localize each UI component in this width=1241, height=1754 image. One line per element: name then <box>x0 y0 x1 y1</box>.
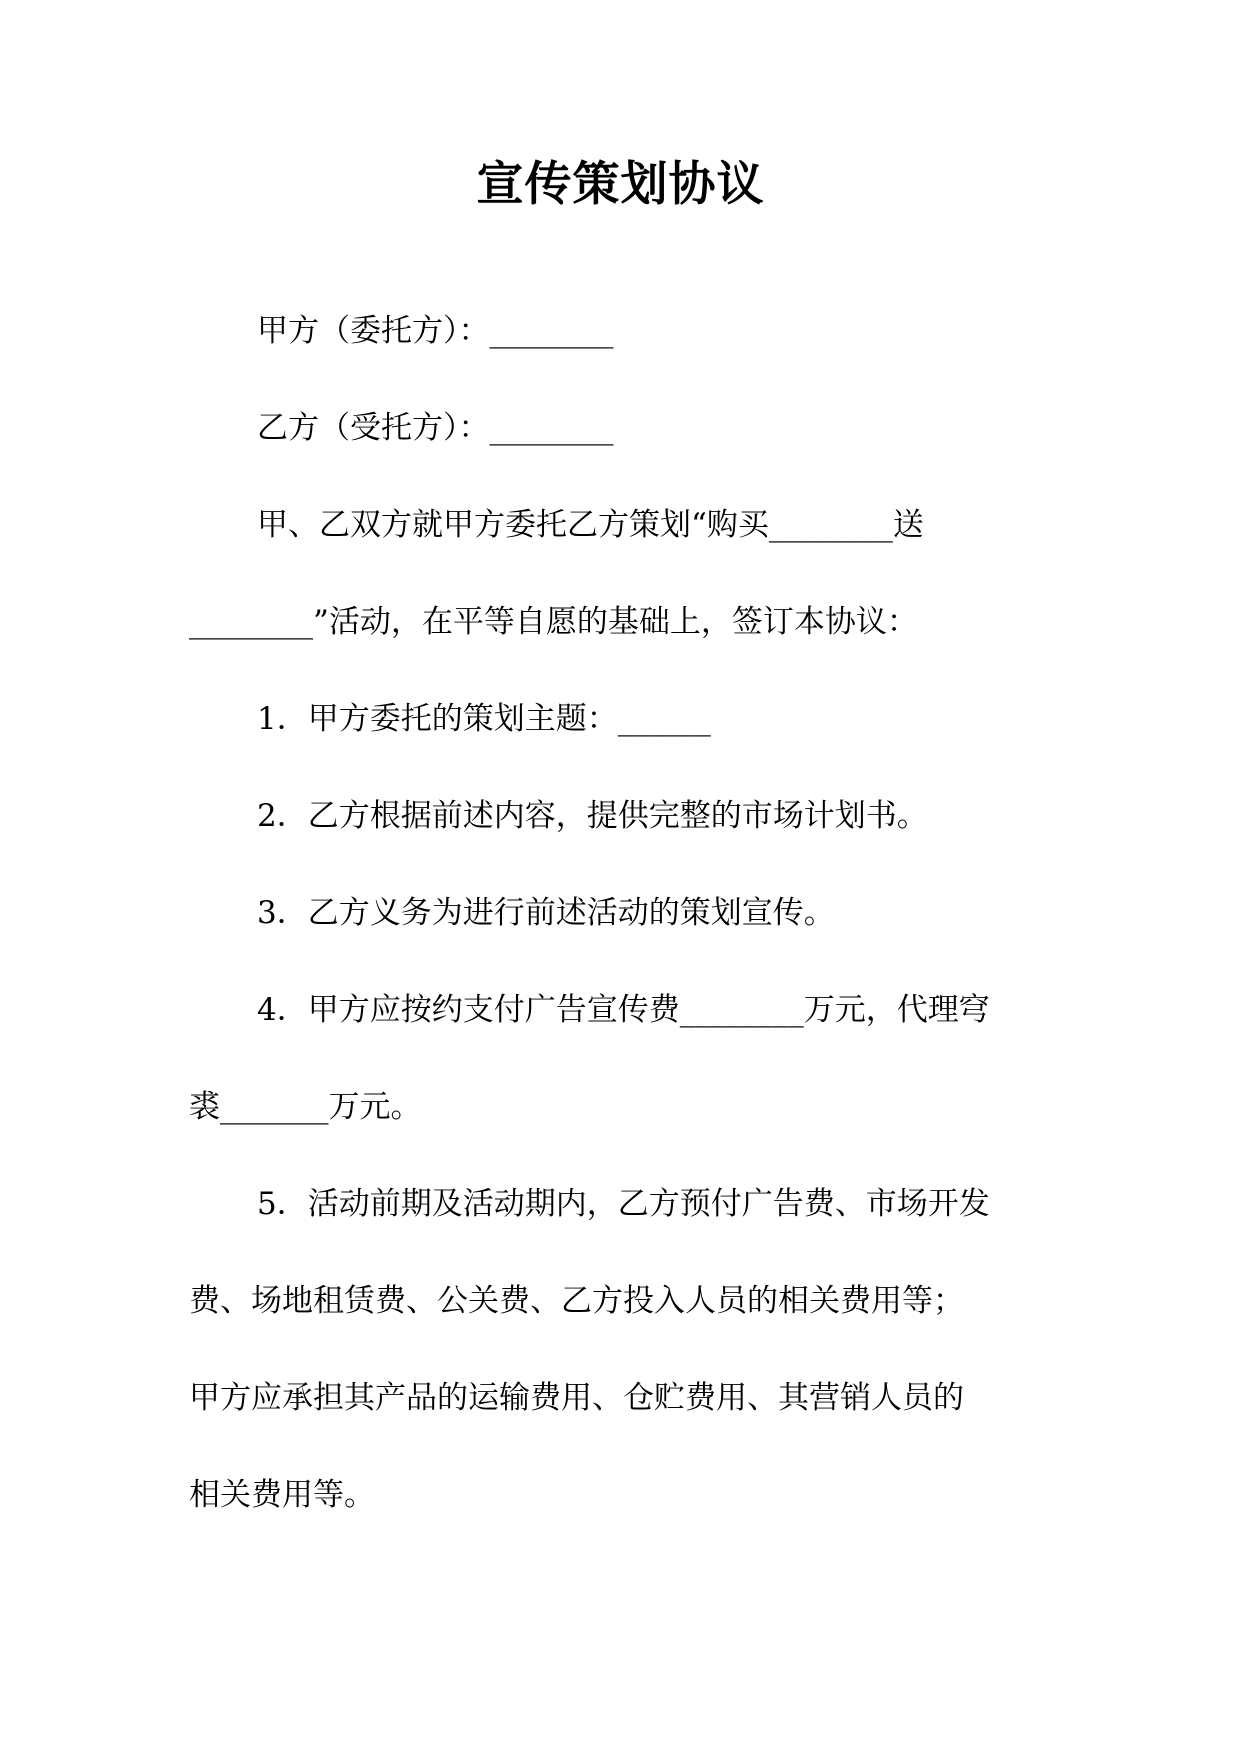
clause-5-line-3: 甲方应承担其产品的运输费用、仓贮费用、其营销人员的 <box>189 1380 964 1416</box>
clause-5-line-2: 费、场地租赁费、公关费、乙方投入人员的相关费用等； <box>189 1283 964 1319</box>
document-title: 宣传策划协议 <box>476 157 765 212</box>
party-b-line: 乙方（受托方）：________ <box>257 410 614 446</box>
clause-4-line-2: 裘_______万元。 <box>189 1089 422 1125</box>
preamble-line-2: ________”活动，在平等自愿的基础上，签订本协议： <box>189 604 918 640</box>
clause-2: 2．乙方根据前述内容，提供完整的市场计划书。 <box>257 798 928 834</box>
clause-3: 3．乙方义务为进行前述活动的策划宣传。 <box>257 895 835 931</box>
preamble-line-1: 甲、乙双方就甲方委托乙方策划“购买________送 <box>257 507 924 543</box>
clause-1: 1．甲方委托的策划主题：______ <box>257 701 711 737</box>
clause-5-line-4: 相关费用等。 <box>189 1477 375 1513</box>
clause-5-line-1: 5．活动前期及活动期内，乙方预付广告费、市场开发 <box>257 1186 990 1222</box>
party-a-line: 甲方（委托方）：________ <box>257 313 614 349</box>
clause-4-line-1: 4．甲方应按约支付广告宣传费________万元，代理穹 <box>257 992 990 1028</box>
